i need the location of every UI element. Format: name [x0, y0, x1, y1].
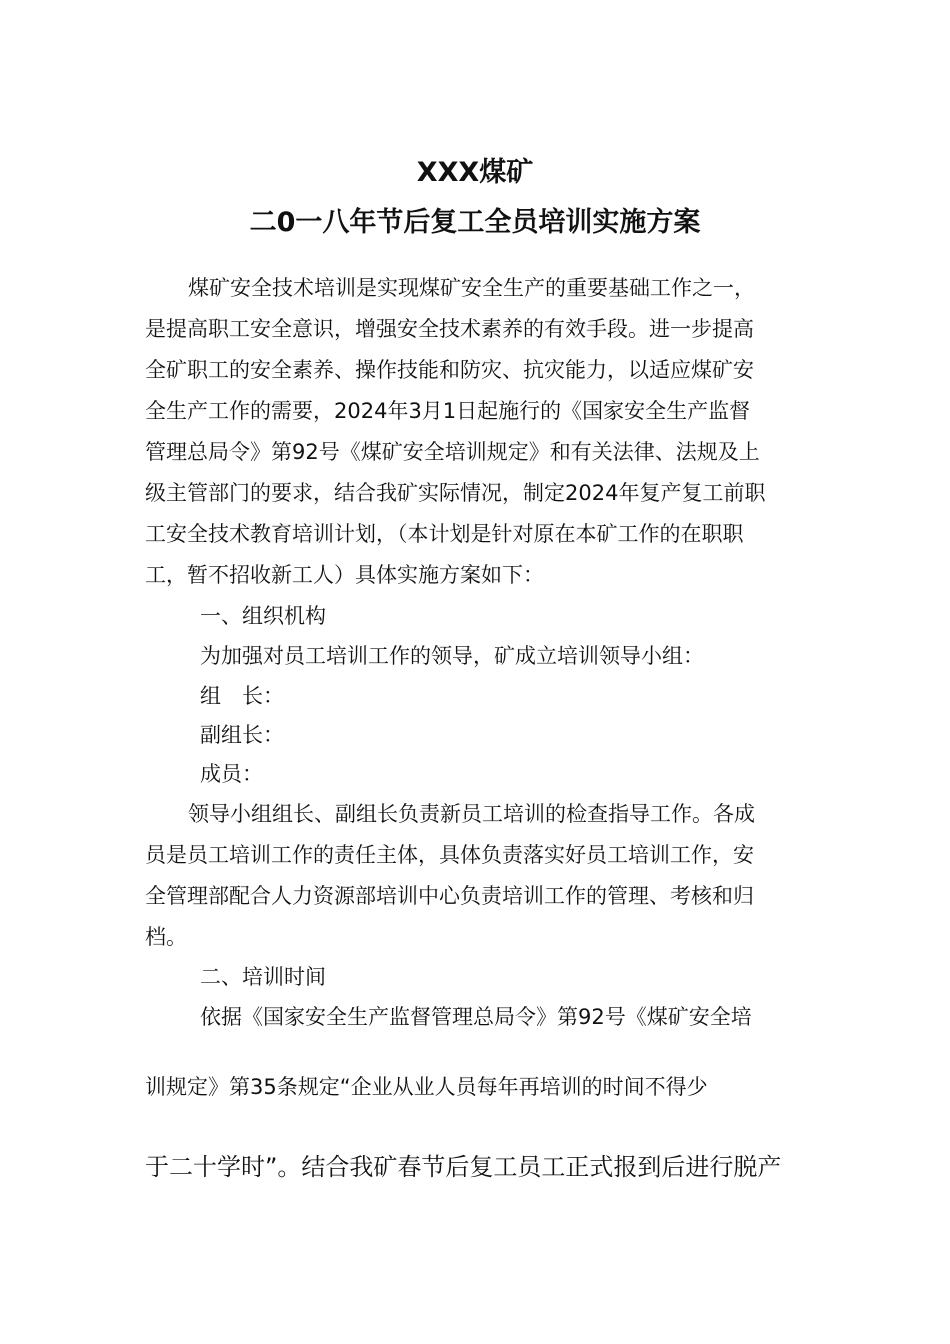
leader-label: 组 长： [200, 684, 284, 708]
paragraph-line: 员是员工培训工作的责任主体，具体负责落实好员工培训工作，安 [145, 843, 754, 867]
section-heading: 一、组织机构 [200, 604, 326, 628]
paragraph-line: 全生产工作的需要，2024年3月1日起施行的《国家安全生产监督 [145, 399, 751, 423]
paragraph-line: 是提高职工安全意识，增强安全技术素养的有效手段。进一步提高 [145, 317, 754, 341]
paragraph-line: 全矿职工的安全素养、操作技能和防灾、抗灾能力，以适应煤矿安 [145, 358, 754, 382]
document-title: XXX煤矿 [416, 157, 534, 188]
paragraph-line: 煤矿安全技术培训是实现煤矿安全生产的重要基础工作之一， [188, 276, 755, 300]
paragraph-line: 训规定》第35条规定“企业从业人员每年再培训的时间不得少 [145, 1075, 708, 1099]
paragraph-line: 领导小组组长、副组长负责新员工培训的检查指导工作。各成 [188, 802, 755, 826]
paragraph-line: 工，暂不招收新工人）具体实施方案如下： [145, 563, 544, 587]
paragraph-line: 于二十学时”。结合我矿春节后复工员工正式报到后进行脱产 [145, 1153, 782, 1181]
deputy-leader-label: 副组长： [200, 723, 284, 747]
section-heading: 二、培训时间 [200, 965, 326, 989]
paragraph-line: 为加强对员工培训工作的领导，矿成立培训领导小组： [200, 644, 704, 668]
document-subtitle: 二0一八年节后复工全员培训实施方案 [249, 207, 701, 238]
paragraph-line: 级主管部门的要求，结合我矿实际情况，制定2024年复产复工前职 [145, 481, 766, 505]
paragraph-line: 全管理部配合人力资源部培训中心负责培训工作的管理、考核和归 [145, 884, 754, 908]
paragraph-line: 管理总局令》第92号《煤矿安全培训规定》和有关法律、法规及上 [145, 440, 760, 464]
paragraph-line: 工安全技术教育培训计划，（本计划是针对原在本矿工作的在职职 [145, 522, 744, 546]
paragraph-line: 档。 [145, 925, 187, 949]
paragraph-line: 依据《国家安全生产监督管理总局令》第92号《煤矿安全培 [200, 1005, 752, 1029]
members-label: 成员： [200, 762, 263, 786]
